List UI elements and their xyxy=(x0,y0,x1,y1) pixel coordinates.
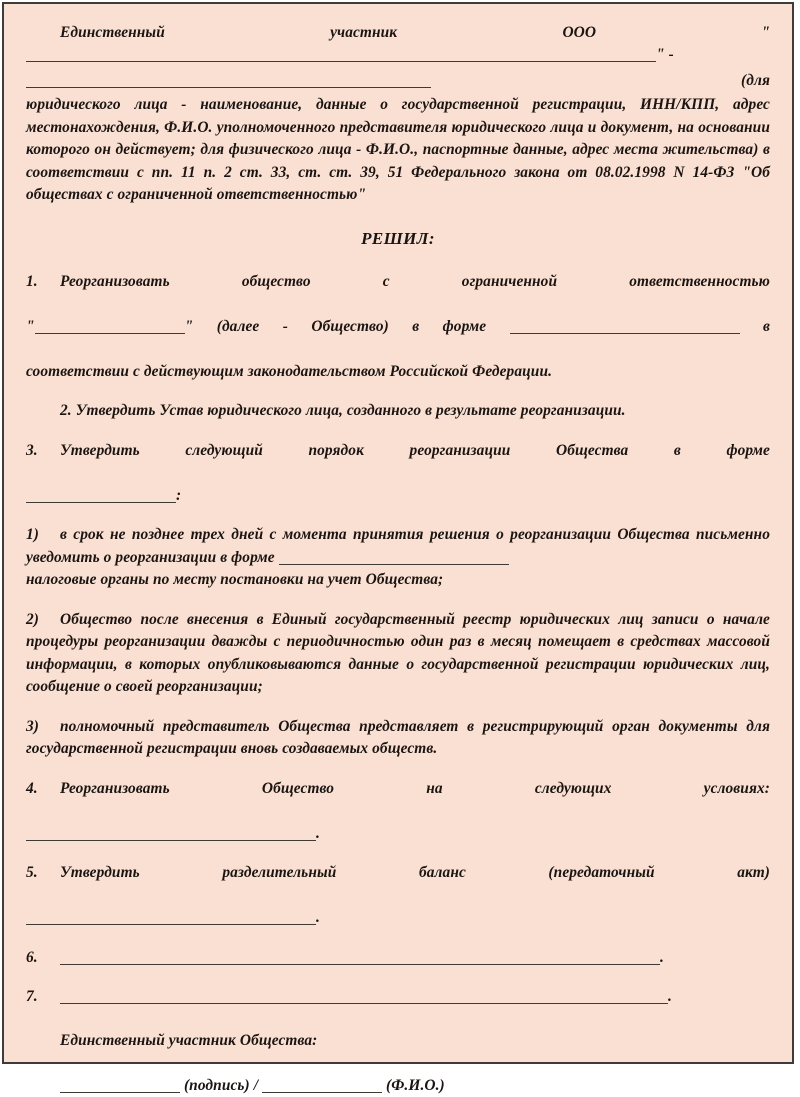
subitem-2 xyxy=(26,609,770,699)
item-1-line-3: соответствии с действующим законодательством Российской Федерации. xyxy=(26,362,553,380)
spacer xyxy=(26,592,770,609)
signature-title-text: Единственный участник Общества: xyxy=(60,1032,318,1050)
spacer xyxy=(26,383,770,400)
header-line-1-suffix: " - xyxy=(656,46,674,64)
subitem-1-blank-form[interactable] xyxy=(279,551,509,565)
full-name-blank[interactable] xyxy=(262,1079,382,1093)
subitem-1-text-a: в срок не позднее трех дней с момента принятия решения о реорганизации Общества письменно уведомить о реорганизации в форме xyxy=(26,526,770,566)
item-5-line-2 xyxy=(26,907,770,929)
item-1-close-quote: " (далее - Общество) в форме xyxy=(184,317,487,335)
spacer xyxy=(26,930,770,947)
subitem-2-text: Общество после внесения в Единый государственный реестр юридических лиц записи о начале процедуры реорганизации дважды с периодичностью один раз в месяц помещает в средствах массовой информации, в которых опубликовываются данные о государственной регистрации юридических лиц, сообщение о своей реорганизации; xyxy=(26,610,770,696)
item-1-blank-company[interactable] xyxy=(35,320,185,334)
signature-label: (подпись) / xyxy=(183,1076,259,1094)
item-5-tail: . xyxy=(316,909,320,927)
document-page xyxy=(2,2,794,1094)
header-blank-2[interactable] xyxy=(26,74,431,88)
item-3-blank-form[interactable] xyxy=(26,489,176,503)
item-6-number: 6. xyxy=(26,948,38,966)
item-3-tail: : xyxy=(176,486,182,504)
full-name-label: (Ф.И.О.) xyxy=(386,1076,445,1094)
page-title: РЕШИЛ: xyxy=(361,228,435,248)
subitem-1-number: 1) xyxy=(26,526,40,544)
spacer xyxy=(26,507,770,524)
item-4-number: 4. xyxy=(26,779,38,797)
item-1-line-1 xyxy=(26,271,770,316)
spacer xyxy=(26,423,770,440)
document-body xyxy=(4,4,792,1097)
item-6-tail: . xyxy=(660,948,664,966)
item-6 xyxy=(26,947,770,969)
item-5-text: Утвердить разделительный баланс (передаточный акт) xyxy=(60,864,770,882)
item-3-text: Утвердить следующий порядок реорганизации Общества в форме xyxy=(60,441,770,459)
spacer xyxy=(26,1008,770,1030)
item-4-line-2 xyxy=(26,823,770,845)
subitem-1-line-1 xyxy=(26,524,770,569)
item-1-text-a: Реорганизовать общество с ограниченной ответственностью xyxy=(60,272,770,290)
item-2-text: Утвердить Устав юридического лица, созданного в результате реорганизации. xyxy=(75,402,626,420)
item-6-blank[interactable] xyxy=(60,951,660,965)
header-line-1-prefix: Единственный участник ООО " xyxy=(60,24,770,41)
header-blank-1[interactable] xyxy=(26,48,656,62)
item-1-line-2 xyxy=(26,316,770,361)
item-5-line-1 xyxy=(26,862,770,907)
subitem-3-text: полномочный представитель Общества представляет в регистрирующий орган документы для государственной регистрации вновь создаваемых обществ. xyxy=(26,717,770,758)
item-3-line-1 xyxy=(26,440,770,485)
subitem-3-number: 3) xyxy=(26,717,40,735)
item-1-text-c: в xyxy=(763,317,770,335)
item-4-blank-conditions[interactable] xyxy=(26,827,316,841)
header-line-1 xyxy=(26,22,770,67)
item-4-line-1 xyxy=(26,778,770,823)
item-4-tail: . xyxy=(316,824,320,842)
spacer xyxy=(26,699,770,716)
subitem-3 xyxy=(26,716,770,761)
spacer xyxy=(26,249,770,271)
subitem-1-line-2: налоговые органы по месту постановки на учет Общества; xyxy=(26,571,444,589)
item-1-open-quote: " xyxy=(26,317,35,335)
spacer xyxy=(26,845,770,862)
item-7-number: 7. xyxy=(26,987,38,1005)
signature-blank[interactable] xyxy=(60,1079,180,1093)
header-line-2 xyxy=(26,70,770,92)
spacer xyxy=(26,1053,770,1075)
item-7-blank[interactable] xyxy=(60,990,668,1004)
item-5-number: 5. xyxy=(26,864,38,882)
item-3-line-2 xyxy=(26,485,770,507)
spacer xyxy=(26,969,770,986)
spacer xyxy=(26,207,770,229)
spacer xyxy=(26,761,770,778)
item-7 xyxy=(26,986,770,1008)
item-2 xyxy=(26,400,770,422)
signature-line xyxy=(26,1075,770,1097)
item-3-number: 3. xyxy=(26,441,38,459)
item-7-tail: . xyxy=(668,987,672,1005)
item-1-number: 1. xyxy=(26,272,38,290)
header-body-text: юридического лица - наименование, данные о государственной регистрации, ИНН/КПП, адрес местонахождения, Ф.И.О. уполномоченного представителя юридического лица и документ, на основании которого он действует; для физического лица - Ф.И.О., паспортные данные, адрес места жительства) в соответствии с пп. 11 п. 2 ст. 33, ст. ст. 39, 51 Федерального закона от 08.02.1998 N 14-ФЗ "Об обществах с ограниченной ответственностью" xyxy=(26,96,770,204)
item-4-text: Реорганизовать Общество на следующих условиях: xyxy=(60,779,770,797)
item-2-number: 2. xyxy=(60,402,72,420)
item-5-blank-balance[interactable] xyxy=(26,911,316,925)
signature-title xyxy=(26,1030,770,1052)
header-line-2-suffix: (для xyxy=(741,71,770,89)
item-1-blank-form[interactable] xyxy=(510,320,740,334)
subitem-2-number: 2) xyxy=(26,610,40,628)
